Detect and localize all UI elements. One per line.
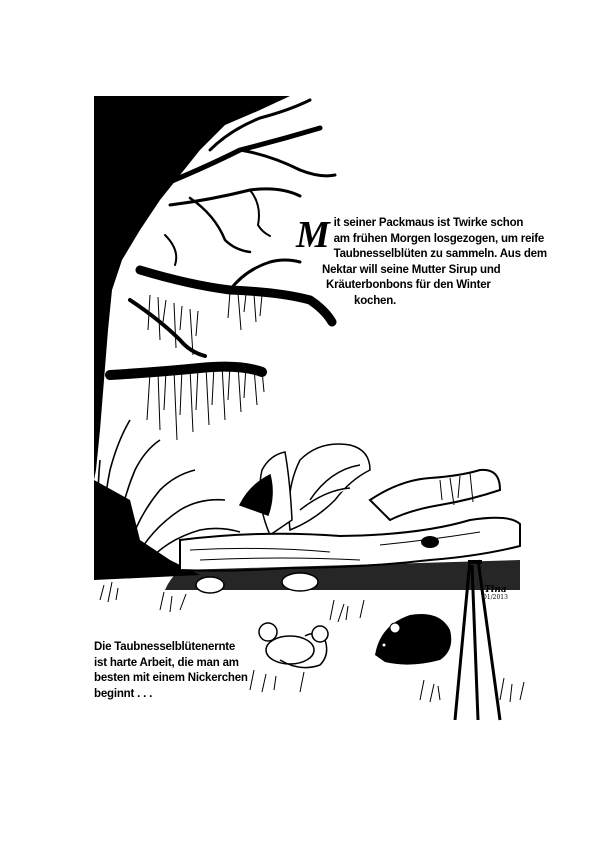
closing-caption [94,640,254,702]
leaves-center [240,444,370,535]
caption-line: Taubnesselblüten zu sammeln. Aus dem [333,248,547,260]
mouse [375,614,451,665]
opening-caption [296,214,547,309]
caption-line: Die Taubnesselblütenernte [94,641,236,653]
caption-line: Nektar will seine Mutter Sirup und [322,263,501,276]
artist-signature [483,587,508,601]
caption-line: ist harte Arbeit, die man am [94,656,239,669]
signature-date: 01/2013 [483,594,508,601]
caption-line: besten mit einem Nickerchen [94,672,248,684]
drop-cap: M [296,214,330,256]
caption-line: Kräuterbonbons für den Winter [326,279,491,291]
caption-line: beginnt . . . [94,687,153,700]
sleeping-figure [259,623,328,668]
caption-line: am frühen Morgen losgezogen, um reife [333,232,545,245]
caption-line: kochen. [354,294,397,307]
caption-line: it seiner Packmaus ist Twirke schon [333,217,524,229]
signature-name: Tina [484,585,507,595]
